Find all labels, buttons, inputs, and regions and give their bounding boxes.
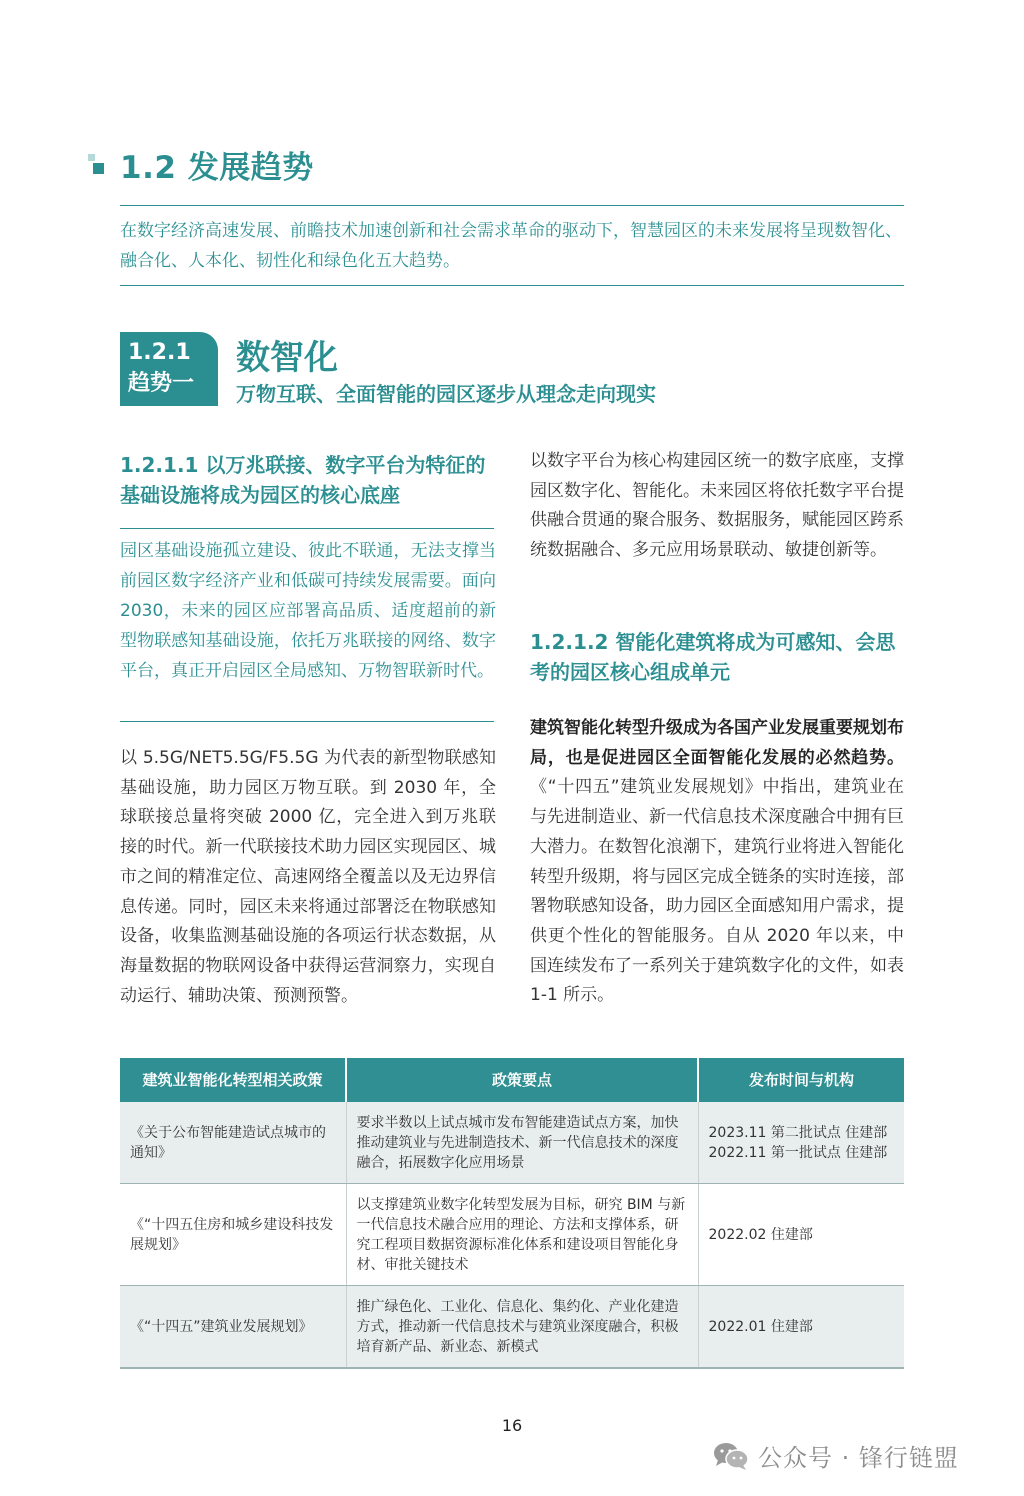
watermark — [712, 1438, 959, 1473]
subsection-heading-left: 1.2.1.1 以万兆联接、数字平台为特征的基础设施将成为园区的核心底座 — [120, 453, 486, 507]
table-row — [120, 1101, 904, 1184]
points-cell: 推广绿色化、工业化、信息化、集约化、产业化建造方式，推动新一代信息技术与建筑业深度融合，积极培育新产品、新业态、新模式 — [346, 1286, 698, 1369]
policy-cell: 《“十四五”建筑业发展规划》 — [120, 1286, 346, 1369]
points-cell: 以支撑建筑业数字化转型发展为目标，研究 BIM 与新一代信息技术融合应用的理论、方法和支撑体系，研究工程项目数据资源标准化体系和建设项目智能化身材、审批关键技术 — [346, 1184, 698, 1286]
watermark-text: 公众号 · 锋行链盟 — [758, 1444, 959, 1472]
trend-badge-label: 趋势一 — [128, 371, 195, 396]
publication-line: 2022.02 住建部 — [708, 1226, 813, 1243]
page-number: 16 — [501, 1416, 523, 1435]
points-cell: 要求半数以上试点城市发布智能建造试点方案，加快推动建筑业与先进制造技术、新一代信息技术的深度融合，拓展数字化应用场景 — [346, 1101, 698, 1184]
paragraph-text: 《“十四五”建筑业发展规划》中指出，建筑业在与先进制造业、新一代信息技术深度融合中拥有巨大潜力。在数智化浪潮下，建筑行业将进入智能化转型升级期，将与园区完成全链条的实时连接，部署物联感知设备，助力园区全面感知用户需求，提供更个性化的智能服务。自从 2020 年以来，中国连续发布了一系列关于建筑数字化的文件，如表 1-1 所示。 — [530, 777, 904, 1006]
table-row — [120, 1184, 904, 1286]
divider — [120, 528, 494, 529]
publication-cell — [698, 1286, 904, 1369]
publication-cell — [698, 1101, 904, 1184]
section-title: 1.2 发展趋势 — [120, 150, 314, 186]
divider — [120, 285, 904, 286]
trend-subtitle: 万物互联、全面智能的园区逐步从理念走向现实 — [236, 382, 656, 406]
publication-line: 2022.11 第一批试点 住建部 — [708, 1144, 888, 1161]
section-marker-icon — [88, 154, 108, 176]
trend-title: 数智化 — [236, 338, 338, 378]
trend-badge — [120, 332, 218, 406]
body-paragraph-right-1: 以数字平台为核心构建园区统一的数字底座，支撑园区数字化、智能化。未来园区将依托数字平台提供融合贯通的聚合服务、数据服务，赋能园区跨系统数据融合、多元应用场景联动、敏捷创新等。 — [530, 451, 904, 561]
divider — [120, 205, 904, 206]
trend-badge-number: 1.2.1 — [128, 340, 191, 365]
wechat-icon — [712, 1441, 750, 1471]
table-header-row — [120, 1058, 904, 1101]
policy-cell: 《关于公布智能建造试点城市的通知》 — [120, 1101, 346, 1184]
table-row — [120, 1286, 904, 1369]
callout-text: 园区基础设施孤立建设、彼此不联通，无法支撑当前园区数字经济产业和低碳可持续发展需要。面向 2030，未来的园区应部署高品质、适度超前的新型物联感知基础设施，依托万兆联接的网络、数字平台，真正开启园区全局感知、万物智联新时代。 — [120, 541, 496, 681]
column-header: 建筑业智能化转型相关政策 — [120, 1058, 346, 1101]
divider — [120, 721, 494, 722]
publication-line: 2023.11 第二批试点 住建部 — [708, 1124, 888, 1141]
section-header — [88, 142, 314, 187]
policy-table — [120, 1058, 904, 1369]
subsection-heading-right: 1.2.1.2 智能化建筑将成为可感知、会思考的园区核心组成单元 — [530, 630, 896, 684]
policy-cell: 《“十四五住房和城乡建设科技发展规划》 — [120, 1184, 346, 1286]
body-paragraph-right-2 — [530, 714, 904, 1011]
section-intro: 在数字经济高速发展、前瞻技术加速创新和社会需求革命的驱动下，智慧园区的未来发展将呈现数智化、融合化、人本化、韧性化和绿色化五大趋势。 — [120, 221, 902, 271]
publication-line: 2022.01 住建部 — [708, 1318, 813, 1335]
emphasis-text: 建筑智能化转型升级成为各国产业发展重要规划布局，也是促进园区全面智能化发展的必然趋势。 — [530, 718, 904, 768]
column-header: 政策要点 — [346, 1058, 698, 1101]
column-header: 发布时间与机构 — [698, 1058, 904, 1101]
body-paragraph-left: 以 5.5G/NET5.5G/F5.5G 为代表的新型物联感知基础设施，助力园区万物互联。到 2030 年，全球联接总量将突破 2000 亿，完全进入到万兆联接的时代。新一代联接技术助力园区实现园区、城市之间的精准定位、高速网络全覆盖以及无边界信息传递。同时，园区未来将通过部署泛在物联感知设备，收集监测基础设施的各项运行状态数据，从海量数据的物联网设备中获得运营洞察力，实现自动运行、辅助决策、预测预警。 — [120, 748, 496, 1006]
publication-cell — [698, 1184, 904, 1286]
